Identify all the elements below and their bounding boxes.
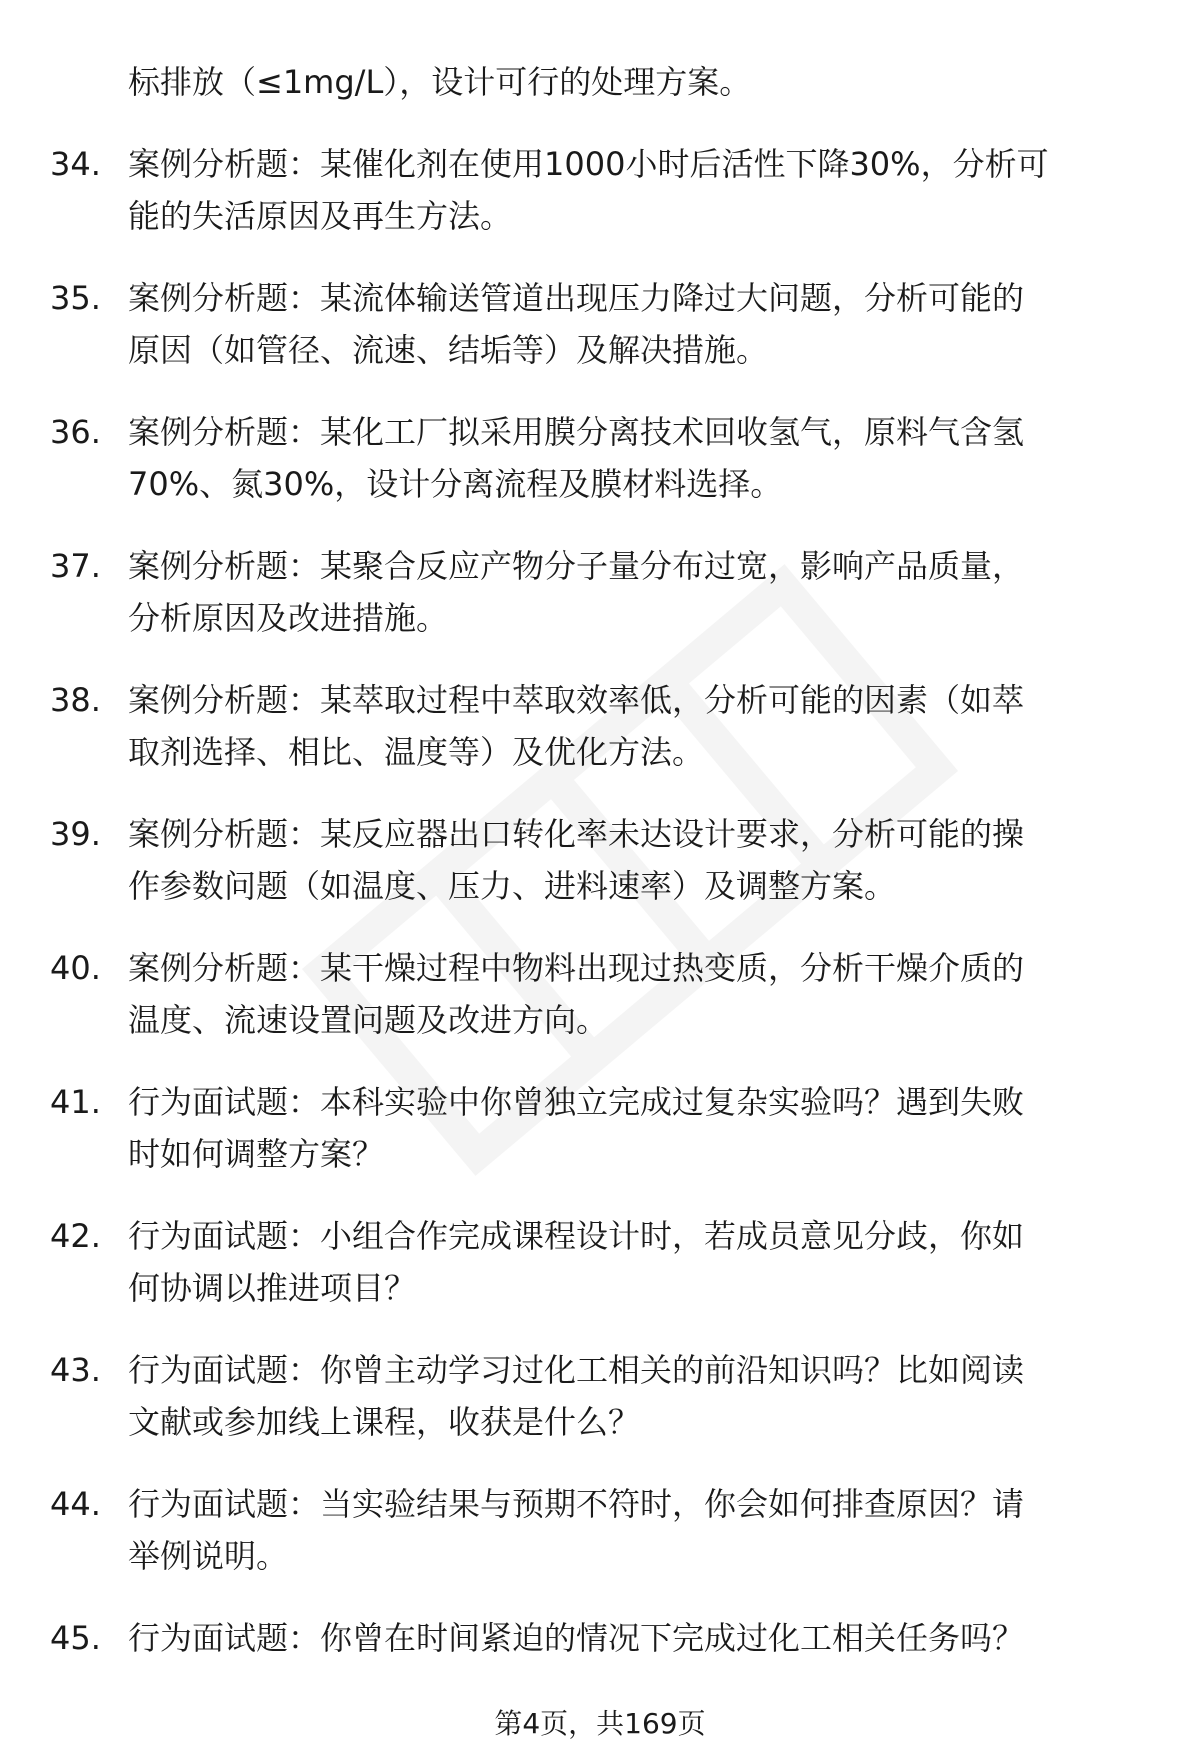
question-line: 行为面试题：你曾主动学习过化工相关的前沿知识吗？比如阅读 — [128, 1351, 1025, 1389]
question-number: 37. — [50, 547, 101, 585]
question-number: 45. — [50, 1619, 101, 1657]
list-item — [0, 1478, 1200, 1582]
question-line: 时如何调整方案？ — [128, 1135, 385, 1173]
continuation-text: 标排放（≤1mg/L），设计可行的处理方案。 — [128, 63, 752, 101]
question-line: 案例分析题：某化工厂拟采用膜分离技术回收氢气，原料气含氢 — [128, 413, 1025, 451]
question-text — [128, 808, 1138, 912]
list-item — [0, 1612, 1200, 1716]
list-item — [0, 1076, 1200, 1180]
question-number: 40. — [50, 949, 101, 987]
question-line: 原因（如管径、流速、结垢等）及解决措施。 — [128, 331, 769, 369]
list-item — [0, 138, 1200, 242]
question-line: 文献或参加线上课程，收获是什么？ — [128, 1403, 641, 1441]
question-line: 能的失活原因及再生方法。 — [128, 197, 513, 235]
question-text — [128, 406, 1138, 510]
question-text — [128, 1612, 1138, 1664]
question-number: 36. — [50, 413, 101, 451]
question-text — [128, 1076, 1138, 1180]
question-line: 何协调以推进项目？ — [128, 1269, 417, 1307]
question-number: 42. — [50, 1217, 101, 1255]
question-line: 案例分析题：某流体输送管道出现压力降过大问题，分析可能的 — [128, 279, 1025, 317]
question-number: 39. — [50, 815, 101, 853]
question-line: 取剂选择、相比、温度等）及优化方法。 — [128, 733, 705, 771]
question-number: 34. — [50, 145, 101, 183]
question-line: 行为面试题：小组合作完成课程设计时，若成员意见分歧，你如 — [128, 1217, 1025, 1255]
question-text — [128, 272, 1138, 376]
question-list — [0, 138, 1200, 1716]
question-line: 案例分析题：某反应器出口转化率未达设计要求，分析可能的操 — [128, 815, 1025, 853]
question-text — [128, 1478, 1138, 1582]
question-number: 38. — [50, 681, 101, 719]
question-line: 行为面试题：你曾在时间紧迫的情况下完成过化工相关任务吗？ — [128, 1619, 1025, 1657]
question-line: 案例分析题：某催化剂在使用1000小时后活性下降30%，分析可 — [128, 145, 1049, 183]
question-number: 41. — [50, 1083, 101, 1121]
question-line: 70%、氮30%，设计分离流程及膜材料选择。 — [128, 465, 783, 503]
question-line: 温度、流速设置问题及改进方向。 — [128, 1001, 609, 1039]
question-line: 案例分析题：某萃取过程中萃取效率低，分析可能的因素（如萃 — [128, 681, 1025, 719]
question-text — [128, 540, 1138, 644]
question-text — [128, 1210, 1138, 1314]
question-number: 35. — [50, 279, 101, 317]
list-item — [0, 406, 1200, 510]
list-item — [0, 942, 1200, 1046]
list-item — [0, 1210, 1200, 1314]
list-item — [0, 808, 1200, 912]
page-footer: 第4页，共169页 — [494, 1707, 706, 1740]
question-line: 案例分析题：某干燥过程中物料出现过热变质，分析干燥介质的 — [128, 949, 1025, 987]
list-item — [0, 272, 1200, 376]
question-text — [128, 674, 1138, 778]
question-text — [128, 1344, 1138, 1448]
question-line: 举例说明。 — [128, 1537, 289, 1575]
question-text — [128, 138, 1138, 242]
question-line: 作参数问题（如温度、压力、进料速率）及调整方案。 — [128, 867, 897, 905]
question-number: 43. — [50, 1351, 101, 1389]
question-content — [0, 56, 1200, 1716]
question-line: 分析原因及改进措施。 — [128, 599, 449, 637]
list-item — [0, 1344, 1200, 1448]
question-line: 行为面试题：本科实验中你曾独立完成过复杂实验吗？遇到失败 — [128, 1083, 1025, 1121]
list-item — [0, 674, 1200, 778]
list-item — [0, 540, 1200, 644]
question-line: 行为面试题：当实验结果与预期不符时，你会如何排查原因？请 — [128, 1485, 1025, 1523]
question-number: 44. — [50, 1485, 101, 1523]
question-line: 案例分析题：某聚合反应产物分子量分布过宽，影响产品质量， — [128, 547, 1025, 585]
question-text — [128, 942, 1138, 1046]
